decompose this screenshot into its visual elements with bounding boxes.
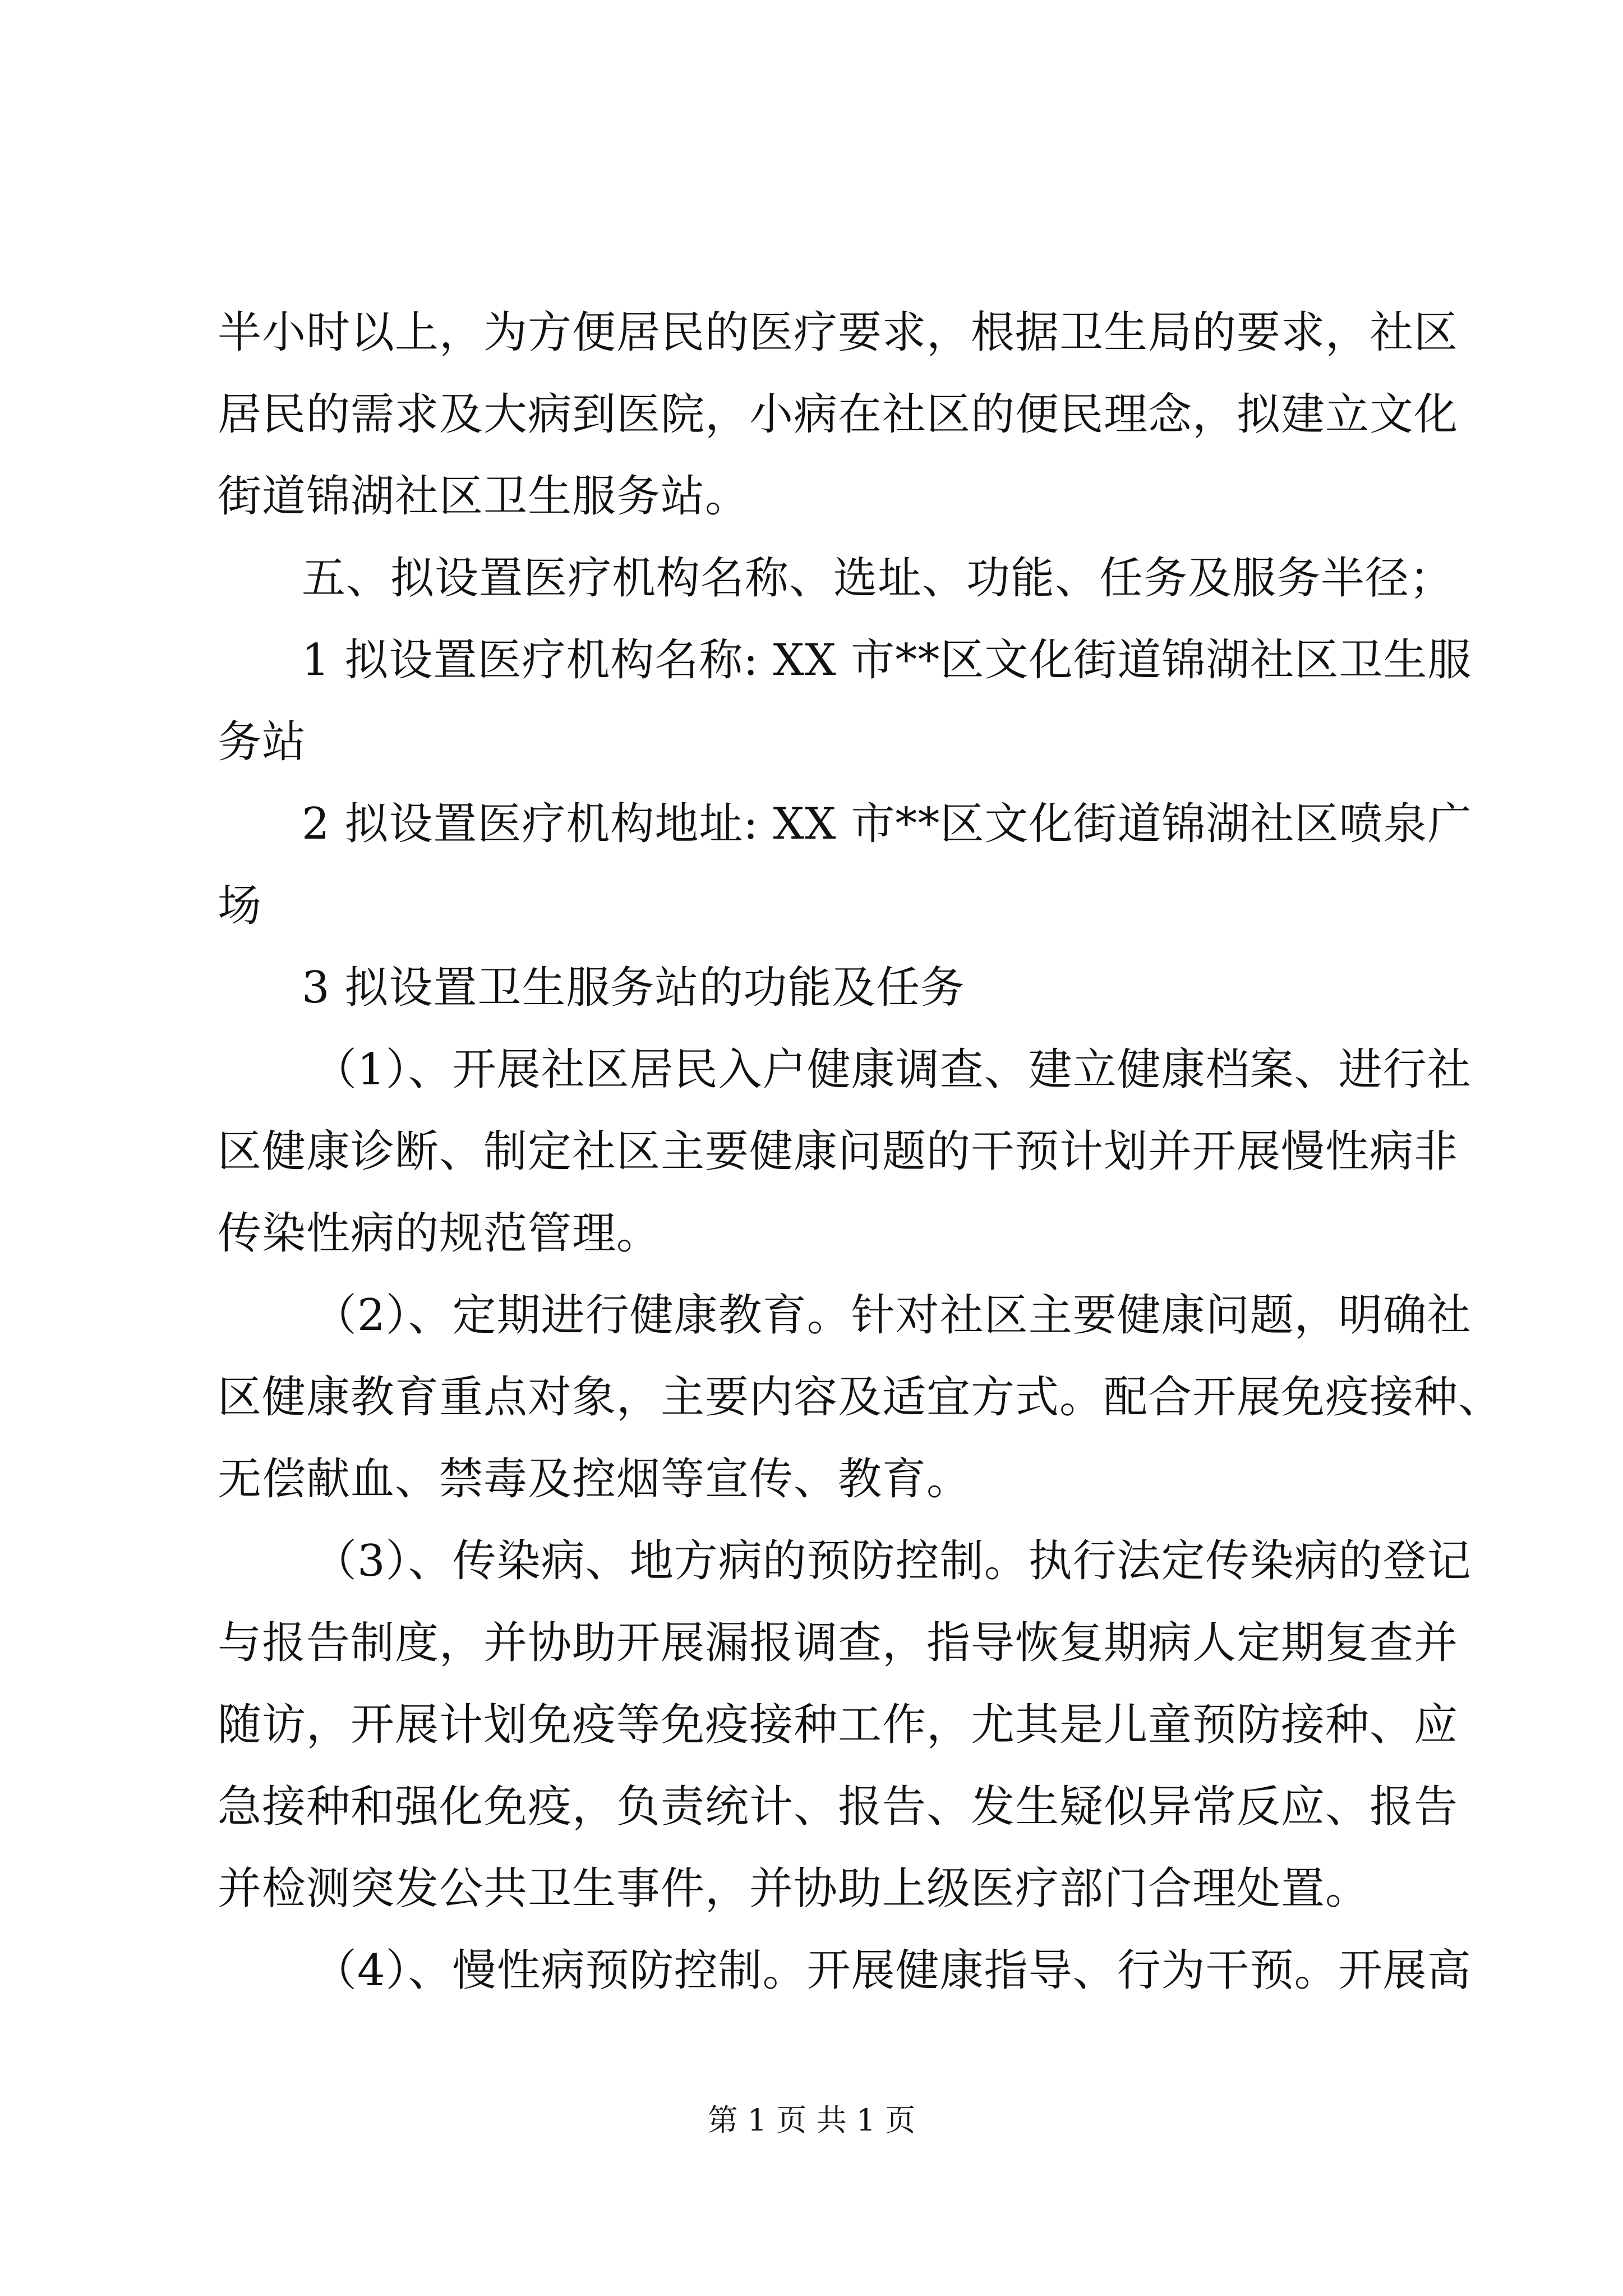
text-line: 随访，开展计划免疫等免疫接种工作，尤其是儿童预防接种、应 — [218, 1700, 1459, 1750]
text-line: 场 — [218, 881, 262, 931]
list-item: （4）、慢性病预防控制。开展健康指导、行为干预。开展高 — [313, 1945, 1472, 1996]
page-footer: 第 1 页 共 1 页 — [707, 2102, 916, 2138]
text-line: 半小时以上，为方便居民的医疗要求，根据卫生局的要求，社区 — [218, 307, 1459, 358]
text-line: 2 拟设置医疗机构地址: XX 市**区文化街道锦湖社区喷泉广 — [302, 799, 1472, 849]
text-line: 3 拟设置卫生服务站的功能及任务 — [302, 963, 965, 1013]
list-item: （1）、开展社区居民入户健康调查、建立健康档案、进行社 — [313, 1045, 1472, 1095]
section-heading: 五、拟设置医疗机构名称、选址、功能、任务及服务半径； — [302, 553, 1454, 604]
text-line: 并检测突发公共卫生事件，并协助上级医疗部门合理处置。 — [218, 1864, 1370, 1914]
text-line: 务站 — [218, 717, 307, 767]
text-line: 无偿献血、禁毒及控烟等宣传、教育。 — [218, 1454, 971, 1504]
text-line: 区健康教育重点对象，主要内容及适宜方式。配合开展免疫接种、 — [218, 1372, 1503, 1423]
text-line: 传染性病的规范管理。 — [218, 1208, 661, 1259]
document-body — [218, 292, 1503, 2012]
list-item: （2）、定期进行健康教育。针对社区主要健康问题，明确社 — [313, 1290, 1472, 1341]
text-line: 区健康诊断、制定社区主要健康问题的干预计划并开展慢性病非 — [218, 1126, 1459, 1177]
text-line: 1 拟设置医疗机构名称: XX 市**区文化街道锦湖社区卫生服 — [302, 635, 1472, 685]
text-line: 急接种和强化免疫，负责统计、报告、发生疑似异常反应、报告 — [218, 1782, 1459, 1832]
list-item: （3）、传染病、地方病的预防控制。执行法定传染病的登记 — [313, 1536, 1472, 1586]
text-line: 居民的需求及大病到医院，小病在社区的便民理念，拟建立文化 — [218, 389, 1459, 440]
text-line: 与报告制度，并协助开展漏报调查，指导恢复期病人定期复查并 — [218, 1618, 1459, 1668]
text-line: 街道锦湖社区卫生服务站。 — [218, 471, 750, 522]
